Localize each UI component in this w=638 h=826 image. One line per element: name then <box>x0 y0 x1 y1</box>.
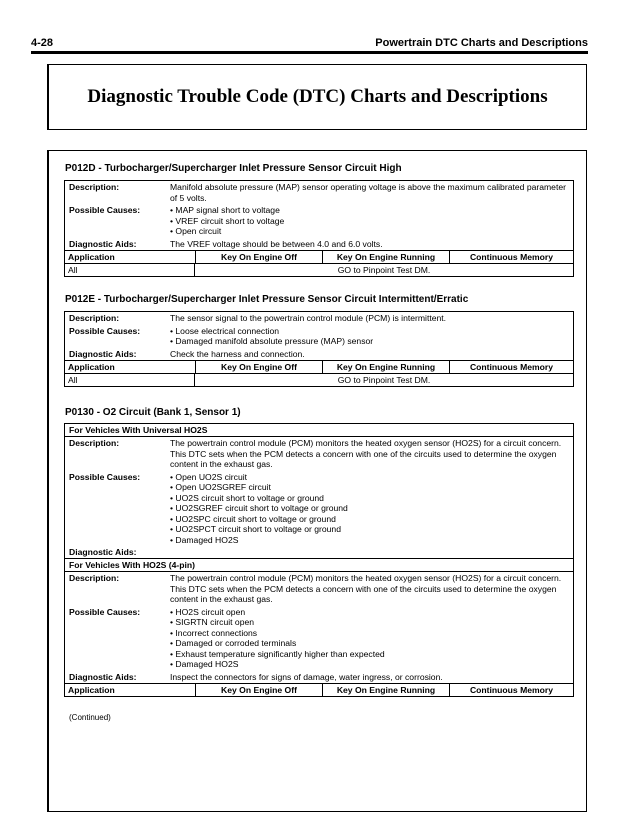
page-title: Diagnostic Trouble Code (DTC) Charts and Descriptions <box>87 86 548 107</box>
koer-col: Key On Engine Running <box>323 684 450 696</box>
cause-item: • MAP signal short to voltage <box>170 205 280 215</box>
aids-row <box>65 238 573 251</box>
content-frame <box>47 150 587 812</box>
cause-item: • UO2SPC circuit short to voltage or ground <box>170 513 336 524</box>
application-header <box>65 683 573 696</box>
koer-col: Key On Engine Running <box>323 361 450 373</box>
cause-item: • Damaged manifold absolute pressure (MAP) sensor <box>170 336 374 346</box>
koeo-col: Key On Engine Off <box>196 684 323 696</box>
aids-text: Check the harness and connection. <box>170 348 305 359</box>
causes-list <box>170 472 569 546</box>
causes-list <box>170 607 569 670</box>
description-label: Description: <box>69 573 120 583</box>
causes-row <box>65 606 573 671</box>
cause-item: • HO2S circuit open <box>170 606 246 617</box>
application-col: Application <box>65 361 196 373</box>
description-text: Manifold absolute pressure (MAP) sensor operating voltage is above the maximum calibrated parameter of 5 volts. <box>170 182 566 203</box>
description-text: The sensor signal to the powertrain control module (PCM) is intermittent. <box>170 313 447 323</box>
cause-item: • Open UO2SGREF circuit <box>170 482 271 492</box>
application-row <box>65 373 573 386</box>
koeo-col: Key On Engine Off <box>196 251 323 263</box>
description-row <box>65 312 573 325</box>
application-col: Application <box>65 684 196 696</box>
page-header <box>31 37 588 51</box>
header-rule <box>31 51 588 54</box>
page-number: 4-28 <box>31 37 54 49</box>
causes-list <box>170 326 569 347</box>
koer-col: Key On Engine Running <box>323 251 450 263</box>
application-row <box>65 263 573 276</box>
cm-col: Continuous Memory <box>469 685 554 695</box>
causes-row <box>65 325 573 348</box>
cause-item: • Open circuit <box>170 226 222 236</box>
causes-row <box>65 471 573 547</box>
aids-label: Diagnostic Aids: <box>69 348 137 359</box>
dtc-table <box>64 311 574 387</box>
cause-item: • VREF circuit short to voltage <box>170 215 285 226</box>
cause-item: • UO2SPCT circuit short to voltage or ground <box>170 524 341 534</box>
aids-text: Inspect the connectors for signs of damage, water ingress, or corrosion. <box>170 671 443 682</box>
description-text: The powertrain control module (PCM) monitors the heated oxygen sensor (HO2S) for a circuit concern. This DTC sets when the PCM detects a concern with one of the circuits used to determine the oxygen content in the exhaust gas. <box>170 438 562 469</box>
koeo-col: Key On Engine Off <box>196 361 323 373</box>
aids-row <box>65 671 573 684</box>
title-box <box>47 64 587 130</box>
pinpoint-test: GO to Pinpoint Test DM. <box>337 375 431 385</box>
dtc-table <box>64 423 574 697</box>
aids-label: Diagnostic Aids: <box>69 671 137 682</box>
pinpoint-test: GO to Pinpoint Test DM. <box>337 265 431 275</box>
description-row <box>65 436 573 471</box>
cause-item: • UO2SGREF circuit short to voltage or ground <box>170 503 348 513</box>
dtc-title: P012D - Turbocharger/Supercharger Inlet Pressure Sensor Circuit High <box>65 163 402 174</box>
application-header <box>65 360 573 373</box>
cause-item: • Open UO2S circuit <box>170 471 248 482</box>
cause-item: • Exhaust temperature significantly higher than expected <box>170 648 385 659</box>
description-row <box>65 571 573 606</box>
application-value: All <box>65 264 195 276</box>
description-label: Description: <box>69 182 120 192</box>
cause-item: • Damaged HO2S <box>170 534 239 545</box>
cause-item: • Loose electrical connection <box>170 325 280 336</box>
description-label: Description: <box>69 313 120 323</box>
description-label: Description: <box>69 438 120 448</box>
cause-item: • Damaged or corroded terminals <box>170 638 297 648</box>
cause-item: • Incorrect connections <box>170 627 258 638</box>
vehicle-subheading: For Vehicles With Universal HO2S <box>69 425 208 435</box>
aids-label: Diagnostic Aids: <box>69 547 137 557</box>
causes-row <box>65 204 573 238</box>
vehicle-subheading: For Vehicles With HO2S (4-pin) <box>65 558 573 571</box>
cause-item: • Damaged HO2S <box>170 659 239 669</box>
causes-label: Possible Causes: <box>69 471 141 482</box>
continued-note: (Continued) <box>69 713 111 722</box>
description-row <box>65 181 573 204</box>
aids-row <box>65 348 573 361</box>
dtc-table <box>64 180 574 277</box>
causes-label: Possible Causes: <box>69 325 141 336</box>
aids-label: Diagnostic Aids: <box>69 238 137 249</box>
cause-item: • UO2S circuit short to voltage or ground <box>170 492 324 503</box>
causes-list <box>170 205 569 237</box>
application-value: All <box>65 374 195 386</box>
causes-label: Possible Causes: <box>69 606 141 617</box>
dtc-title: P0130 - O2 Circuit (Bank 1, Sensor 1) <box>65 407 241 418</box>
description-text: The powertrain control module (PCM) monitors the heated oxygen sensor (HO2S) for a circuit concern. This DTC sets when the PCM detects a concern with one of the circuits used to determine the oxygen content in the exhaust gas. <box>170 573 562 604</box>
cause-item: • SIGRTN circuit open <box>170 617 255 627</box>
dtc-title: P012E - Turbocharger/Supercharger Inlet Pressure Sensor Circuit Intermittent/Erratic <box>65 294 469 305</box>
cm-col: Continuous Memory <box>469 362 554 372</box>
application-header <box>65 250 573 263</box>
aids-text: The VREF voltage should be between 4.0 and 6.0 volts. <box>170 238 383 249</box>
causes-label: Possible Causes: <box>69 205 141 215</box>
aids-row <box>65 546 573 558</box>
running-title: Powertrain DTC Charts and Descriptions <box>375 37 588 49</box>
cm-col: Continuous Memory <box>469 252 554 262</box>
application-col: Application <box>65 251 196 263</box>
